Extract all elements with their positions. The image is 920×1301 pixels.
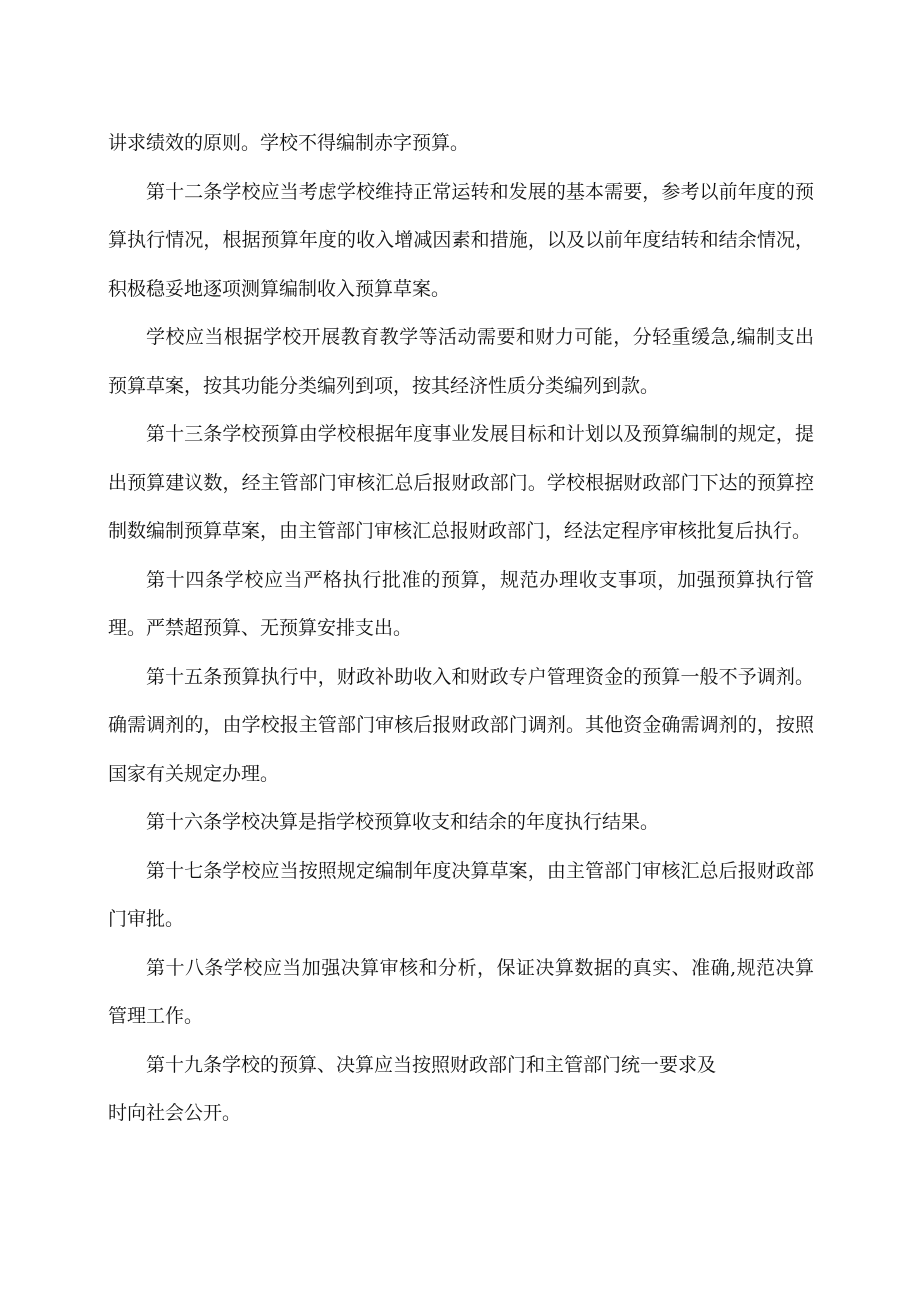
paragraph-article-12: 第十二条学校应当考虑学校维持正常运转和发展的基本需要，参考以前年度的预算执行情况，根据预算年度的收入增减因素和措施，以及以前年度结转和结余情况，积极稳妥地逐项测算编制收入预算草案。 <box>108 180 814 300</box>
paragraph-article-15: 第十五条预算执行中，财政补助收入和财政专户管理资金的预算一般不予调剂。确需调剂的，由学校报主管部门审核后报财政部门调剂。其他资金确需调剂的，按照国家有关规定办理。 <box>108 665 814 785</box>
paragraph-article-17: 第十七条学校应当按照规定编制年度决算草案，由主管部门审核汇总后报财政部门审批。 <box>108 859 814 930</box>
paragraph-article-19: 第十九条学校的预算、决算应当按照财政部门和主管部门统一要求及 <box>146 1053 717 1076</box>
paragraph-article-19-tail: 时向社会公开。 <box>108 1102 242 1124</box>
paragraph-article-18: 第十八条学校应当加强决算审核和分析，保证决算数据的真实、准确,规范决算管理工作。 <box>108 956 814 1027</box>
paragraph-article-16: 第十六条学校决算是指学校预算收支和结余的年度执行结果。 <box>146 811 660 833</box>
paragraph-expenditure-budget: 学校应当根据学校开展教育教学等活动需要和财力可能，分轻重缓急,编制支出预算草案，按其功能分类编列到项，按其经济性质分类编列到款。 <box>108 326 814 397</box>
paragraph-article-14: 第十四条学校应当严格执行批准的预算，规范办理收支事项，加强预算执行管理。严禁超预算、无预算安排支出。 <box>108 568 814 639</box>
paragraph-article-13: 第十三条学校预算由学校根据年度事业发展目标和计划以及预算编制的规定，提出预算建议数，经主管部门审核汇总后报财政部门。学校根据财政部门下达的预算控制数编制预算草案，由主管部门审核汇总报财政部门，经法定程序审核批复后执行。 <box>108 423 814 542</box>
document-body <box>108 119 814 1138</box>
paragraph-continuation: 讲求绩效的原则。学校不得编制赤字预算。 <box>108 132 470 154</box>
